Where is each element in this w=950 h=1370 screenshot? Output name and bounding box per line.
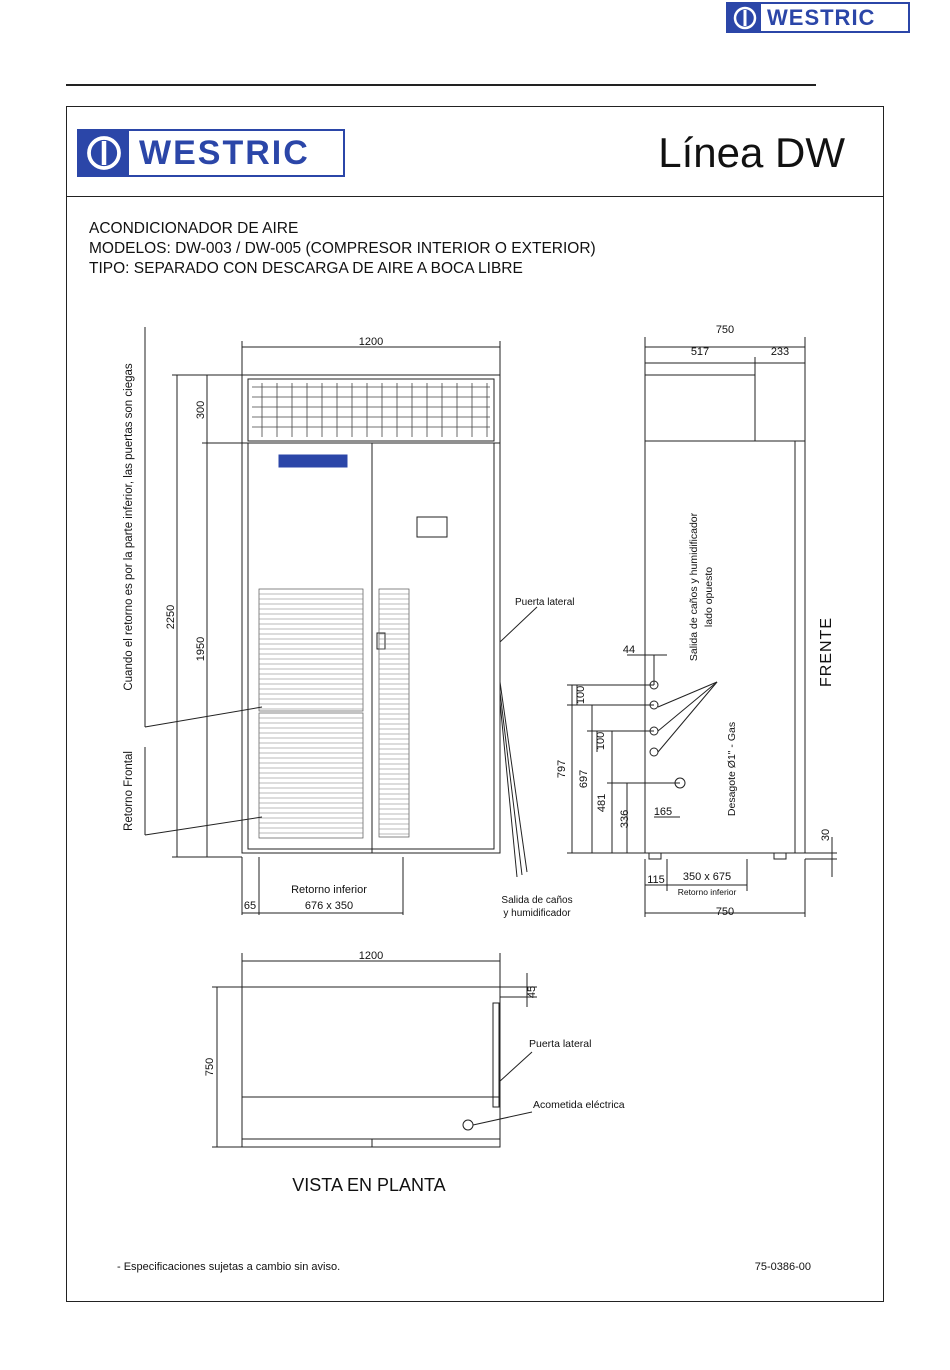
front-body-height-label: 1950 [195, 636, 207, 662]
description-line: TIPO: SEPARADO CON DESCARGA DE AIRE A BOCA LIBRE [89, 260, 523, 277]
plan-view-title: VISTA EN PLANTA [292, 1175, 446, 1195]
side-view-unit [645, 375, 805, 859]
brand-mark-icon [728, 4, 761, 31]
front-top-height-label: 300 [195, 400, 207, 420]
plan-depth-label: 750 [204, 1057, 216, 1077]
front-pipe-outlet-label: Salida de caños [501, 895, 573, 906]
front-view-unit [242, 375, 500, 853]
side-dim-100: 100 [575, 685, 587, 705]
header-brand-logo [726, 2, 910, 33]
unit-logo-badge [279, 455, 347, 467]
front-width-label: 1200 [358, 336, 384, 348]
front-bottom-return-label: Retorno inferior [291, 884, 367, 896]
side-dim-697: 697 [578, 769, 590, 789]
side-pipe-note: Salida de caños y humidificador [688, 512, 700, 662]
side-dim-481: 481 [596, 793, 608, 813]
front-pipe-outlet-label: y humidificador [503, 908, 571, 919]
side-bottom-return-label: Retorno inferior [677, 887, 737, 897]
side-dim-115: 115 [647, 874, 665, 886]
side-dim-336: 336 [619, 809, 631, 829]
description-line: MODELOS: DW-003 / DW-005 (COMPRESOR INTERIOR O EXTERIOR) [89, 240, 596, 257]
front-side-note: Cuando el retorno es por la parte inferior, las puertas son ciegas [123, 363, 135, 691]
front-total-height-label: 2250 [165, 604, 177, 630]
side-pipe-note: lado opuesto [703, 566, 715, 628]
plan-door-offset-label: 45 [526, 985, 538, 999]
side-bottom-return-size: 350 x 675 [682, 871, 732, 883]
document-code: 75-0386-00 [754, 1261, 811, 1273]
product-line-title: Línea DW [658, 129, 845, 176]
footer-note: - Especificaciones sujetas a cambio sin aviso. [117, 1261, 341, 1273]
side-bottom-width-label: 750 [715, 906, 735, 918]
side-dim-30: 30 [820, 828, 832, 842]
front-offset-label: 65 [243, 900, 257, 912]
header-brand-name: WESTRIC [767, 4, 876, 30]
front-side-door-label: Puerta lateral [515, 597, 575, 608]
front-bottom-return-size: 676 x 350 [304, 900, 354, 912]
side-drain-label: Desagote Ø1" - Gas [726, 721, 738, 817]
side-dim-165: 165 [653, 806, 673, 818]
technical-drawing [67, 107, 885, 1303]
sheet-brand-name: WESTRIC [139, 133, 310, 172]
plan-side-door-label: Puerta lateral [529, 1038, 592, 1050]
description-line: ACONDICIONADOR DE AIRE [89, 220, 299, 237]
side-total-width-label: 750 [715, 324, 735, 336]
plan-width-label: 1200 [358, 950, 384, 962]
plan-electric-label: Acometida eléctrica [533, 1099, 625, 1111]
plan-view-unit [242, 987, 500, 1147]
front-return-label: Retorno Frontal [123, 751, 135, 831]
side-part-b-label: 233 [770, 346, 790, 358]
side-front-label: FRENTE [818, 617, 835, 687]
side-part-a-label: 517 [690, 346, 710, 358]
header-rule [66, 84, 816, 86]
side-dim-44: 44 [622, 644, 636, 656]
side-dim-797: 797 [556, 759, 568, 779]
side-dim-100: 100 [595, 731, 607, 751]
drawing-sheet [66, 106, 884, 1302]
